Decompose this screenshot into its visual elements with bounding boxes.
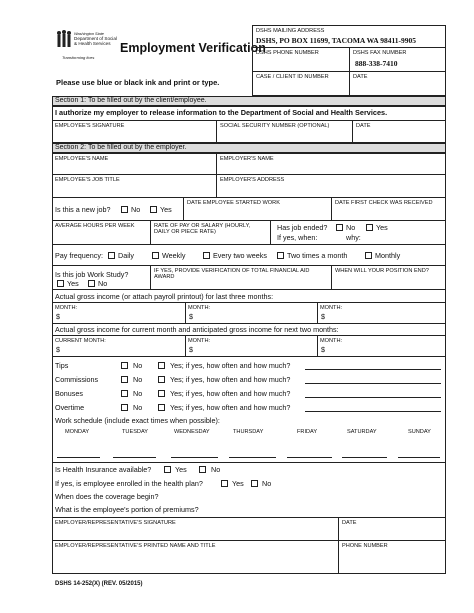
commissions-label: Commissions [55, 375, 99, 384]
logo-line-1: Washington State [74, 32, 104, 36]
dshs-phone-label: DSHS PHONE NUMBER [256, 50, 319, 56]
overtime-label: Overtime [55, 403, 85, 412]
section1-date-label: DATE [356, 123, 371, 129]
employer-name-label: EMPLOYER'S NAME [220, 156, 274, 162]
current-month-label: CURRENT MONTH: [55, 338, 106, 344]
freq-weekly-checkbox[interactable] [152, 252, 159, 259]
why-label: why: [346, 233, 361, 242]
overtime-yes-checkbox[interactable] [158, 404, 165, 411]
month1-label: MONTH: [55, 305, 78, 311]
new-job-no-label: No [131, 205, 141, 214]
form-title: Employment Verification [120, 41, 266, 55]
rep-phone-label: PHONE NUMBER [342, 543, 388, 549]
freq-semimonthly-checkbox[interactable] [277, 252, 284, 259]
freq-monthly-label: Monthly [375, 251, 401, 260]
if-yes-when-label: If yes, when: [277, 233, 318, 242]
tips-no-label: No [133, 361, 143, 370]
month3-dollar: $ [321, 312, 325, 321]
tips-answer-line[interactable] [305, 369, 441, 370]
tips-no-checkbox[interactable] [121, 362, 128, 369]
rate-of-pay-label: RATE OF PAY OR SALARY (HOURLY, DAILY OR PIECE RATE) [154, 223, 251, 235]
ssn-label: SOCIAL SECURITY NUMBER (OPTIONAL) [220, 123, 330, 129]
bonuses-question: Yes; if yes, how often and how much? [170, 389, 291, 398]
commissions-no-checkbox[interactable] [121, 376, 128, 383]
pay-frequency-label: Pay frequency: [55, 251, 103, 260]
ink-instruction: Please use blue or black ink and print or type. [56, 78, 220, 87]
new-job-no-checkbox[interactable] [121, 206, 128, 213]
freq-weekly-label: Weekly [162, 251, 186, 260]
wednesday-hours-line[interactable] [171, 457, 218, 458]
overtime-no-label: No [133, 403, 143, 412]
section1-header: Section 1: To be filled out by the client/employee. [55, 97, 207, 104]
dshs-fax-label: DSHS FAX NUMBER [353, 50, 407, 56]
work-study-yes-checkbox[interactable] [57, 280, 64, 287]
bonuses-answer-line[interactable] [305, 397, 441, 398]
overtime-no-checkbox[interactable] [121, 404, 128, 411]
date-started-label: DATE EMPLOYEE STARTED WORK [187, 200, 280, 206]
insurance-no-label: No [211, 465, 221, 474]
commissions-no-label: No [133, 375, 143, 384]
freq-daily-checkbox[interactable] [108, 252, 115, 259]
freq-daily-label: Daily [118, 251, 134, 260]
section2-header: Section 2: To be filled out by the employer. [55, 144, 187, 151]
new-job-yes-checkbox[interactable] [150, 206, 157, 213]
day-sunday: SUNDAY [408, 429, 431, 435]
dshs-logo [56, 30, 116, 64]
overtime-question: Yes; if yes, how often and how much? [170, 403, 291, 412]
insurance-yes-checkbox[interactable] [164, 466, 171, 473]
logo-line-2: Department of Social [74, 36, 117, 41]
freq-semimonthly-label: Two times a month [287, 251, 348, 260]
dshs-fax-value: 888-338-7410 [355, 59, 398, 68]
month1-dollar: $ [56, 312, 60, 321]
rep-name-label: EMPLOYER/REPRESENTATIVE'S PRINTED NAME AND TITLE [55, 543, 216, 549]
day-saturday: SATURDAY [347, 429, 377, 435]
bonuses-no-label: No [133, 389, 143, 398]
enrolled-yes-checkbox[interactable] [221, 480, 228, 487]
freq-monthly-checkbox[interactable] [365, 252, 372, 259]
work-study-yes-label: Yes [67, 279, 79, 288]
rep-date-label: DATE [342, 520, 357, 526]
commissions-question: Yes; if yes, how often and how much? [170, 375, 291, 384]
new-job-question: Is this a new job? [55, 205, 111, 214]
insurance-no-checkbox[interactable] [199, 466, 206, 473]
insurance-yes-label: Yes [175, 465, 187, 474]
date-first-check-label: DATE FIRST CHECK WAS RECEIVED [335, 200, 433, 206]
work-study-verify-label: IF YES, PROVIDE VERIFICATION OF TOTAL FINANCIAL AID AWARD [154, 268, 310, 280]
job-ended-no-label: No [346, 223, 356, 232]
work-schedule-label: Work schedule (include exact times when possible): [55, 416, 220, 425]
employee-name-label: EMPLOYEE'S NAME [55, 156, 109, 162]
thursday-hours-line[interactable] [229, 457, 276, 458]
position-end-label: WHEN WILL YOUR POSITION END? [335, 268, 429, 274]
work-study-no-label: No [98, 279, 108, 288]
logo-line-3: & Health Services [74, 41, 111, 46]
enrolled-question: If yes, is employee enrolled in the health plan? [55, 479, 203, 488]
coverage-question: When does the coverage begin? [55, 492, 159, 501]
form-number: DSHS 14-252(X) (REV. 05/2015) [55, 581, 143, 587]
day-wednesday: WEDNESDAY [174, 429, 210, 435]
bonuses-yes-checkbox[interactable] [158, 390, 165, 397]
monday-hours-line[interactable] [57, 457, 100, 458]
tips-label: Tips [55, 361, 69, 370]
bonuses-no-checkbox[interactable] [121, 390, 128, 397]
sunday-hours-line[interactable] [398, 457, 440, 458]
job-ended-yes-checkbox[interactable] [366, 224, 373, 231]
next-month2-dollar: $ [321, 345, 325, 354]
commissions-yes-checkbox[interactable] [158, 376, 165, 383]
gross-three-months-label: Actual gross income (or attach payroll printout) for last three months: [55, 292, 274, 301]
next-month2-label: MONTH: [320, 338, 343, 344]
day-friday: FRIDAY [297, 429, 318, 435]
work-study-question: Is this job Work Study? [55, 270, 129, 279]
enrolled-yes-label: Yes [232, 479, 244, 488]
job-ended-no-checkbox[interactable] [336, 224, 343, 231]
day-tuesday: TUESDAY [122, 429, 149, 435]
day-monday: MONDAY [65, 429, 90, 435]
tuesday-hours-line[interactable] [113, 457, 156, 458]
employer-address-label: EMPLOYER'S ADDRESS [220, 177, 285, 183]
rep-signature-label: EMPLOYER/REPRESENTATIVE'S SIGNATURE [55, 520, 176, 526]
overtime-answer-line[interactable] [305, 411, 441, 412]
enrolled-no-label: No [262, 479, 272, 488]
logo-tagline: Transforming lives [62, 55, 95, 60]
month2-dollar: $ [189, 312, 193, 321]
next-month1-label: MONTH: [188, 338, 211, 344]
employee-signature-label: EMPLOYEE'S SIGNATURE [55, 123, 125, 129]
month2-label: MONTH: [188, 305, 211, 311]
new-job-yes-label: Yes [160, 205, 172, 214]
dshs-mailing-label: DSHS MAILING ADDRESS [256, 28, 325, 34]
job-ended-yes-label: Yes [376, 223, 388, 232]
dshs-mailing-address: DSHS, PO BOX 11699, TACOMA WA 98411-9905 [256, 36, 417, 45]
month3-label: MONTH: [320, 305, 343, 311]
work-study-no-checkbox[interactable] [88, 280, 95, 287]
current-month-dollar: $ [56, 345, 60, 354]
insurance-question: Is Health Insurance available? [55, 465, 152, 474]
commissions-answer-line[interactable] [305, 383, 441, 384]
premium-portion-question: What is the employee's portion of premiums? [55, 505, 199, 514]
avg-hours-label: AVERAGE HOURS PER WEEK [55, 223, 135, 229]
gross-next-months-label: Actual gross income for current month and anticipated gross income for next two months: [55, 325, 339, 334]
freq-biweekly-label: Every two weeks [213, 251, 267, 260]
job-title-label: EMPLOYEE'S JOB TITLE [55, 177, 120, 183]
people-logo-icon [56, 30, 72, 48]
freq-biweekly-checkbox[interactable] [203, 252, 210, 259]
tips-yes-checkbox[interactable] [158, 362, 165, 369]
bonuses-label: Bonuses [55, 389, 83, 398]
job-ended-question: Has job ended? [277, 223, 328, 232]
saturday-hours-line[interactable] [342, 457, 387, 458]
tips-question: Yes; if yes, how often and how much? [170, 361, 291, 370]
next-month1-dollar: $ [189, 345, 193, 354]
case-id-label: CASE / CLIENT ID NUMBER [256, 74, 329, 80]
enrolled-no-checkbox[interactable] [251, 480, 258, 487]
day-thursday: THURSDAY [233, 429, 264, 435]
authorize-statement: I authorize my employer to release information to the Department of Social and Health Services. [55, 108, 388, 117]
friday-hours-line[interactable] [287, 457, 332, 458]
dshs-date-label: DATE [353, 74, 368, 80]
